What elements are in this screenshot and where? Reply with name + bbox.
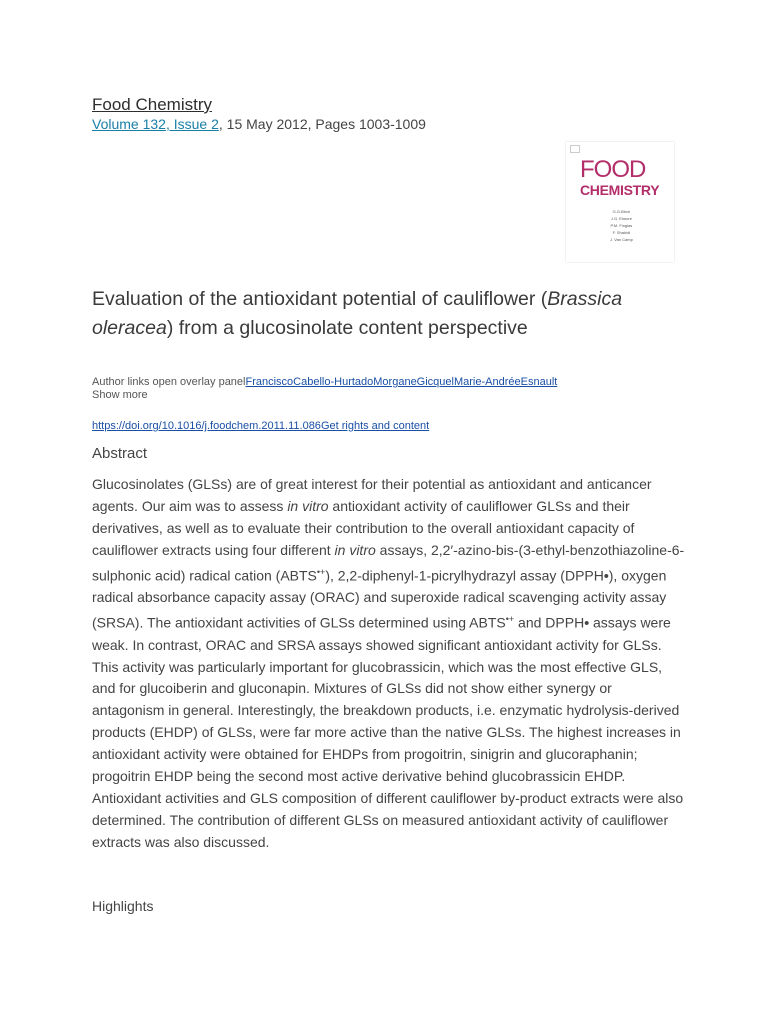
cover-editor: G.G.Birch [612,209,631,214]
author-list [92,376,557,388]
title-species: Brassica oleracea [92,288,623,339]
author-link[interactable]: MorganeGicquel [373,376,454,388]
abstract-text: Glucosinolates (GLSs) are of great interest for their potential as antioxidant and anticancer agents. Our aim was to assess in vitro antioxidant activity of cauliflower GLSs and their derivatives, as well as to evaluate their contribution to the overall antioxidant capacity of cauliflower extracts using four different in vitro assays, 2,2′-azino-bis-(3-ethyl-benzothiazoline-6-sulphonic acid) radical cation (ABTS•+), 2,2-diphenyl-1-picrylhydrazyl assay (DPPH•), oxygen radical absorbance capacity assay (ORAC) and superoxide radical scavenging activity assay (SRSA). The antioxidant activities of GLSs determined using ABTS•+ and DPPH• assays were weak. In contrast, ORAC and SRSA assays showed significant antioxidant activity for GLSs. This activity was particularly important for glucobrassicin, which was the most effective GLS, and for glucoiberin and gluconapin. Mixtures of GLSs did not show either synergy or antagonism in general. Interestingly, the breakdown products, i.e. enzymatic hydrolysis-derived products (EHDP) of GLSs, were far more active than the native GLSs. The highest increases in antioxidant activity were obtained for EHDPs from progoitrin, sinigrin and glucoraphanin; progoitrin EHDP being the second most active derivative behind glucobrassicin EHDP. Antioxidant activities and GLS composition of different cauliflower by-product extracts were also determined. The contribution of different GLSs on measured antioxidant activity of cauliflower extracts was also discussed. [92,476,685,850]
doi-line [92,420,429,432]
cover-editor: J.G. Elmore [610,216,632,221]
cover-title-chemistry: CHEMISTRY [580,182,660,198]
abstract-heading: Abstract [92,445,148,462]
issue-date-pages: , 15 May 2012, Pages 1003-1009 [218,116,426,132]
cover-editor: P.M. Finglas [610,223,633,228]
cover-editors [610,208,633,243]
doi-link[interactable]: https://doi.org/10.1016/j.foodchem.2011.11.086 [92,420,321,432]
author-link[interactable]: FranciscoCabello-Hurtado [245,376,374,388]
title-text: Evaluation of the antioxidant potential of cauliflower ( [92,288,548,310]
issue-info [92,116,426,132]
journal-cover-image[interactable] [566,142,674,262]
rights-link[interactable]: Get rights and content [320,420,430,432]
volume-issue-link[interactable]: Volume 132, Issue 2 [92,116,219,132]
cover-editor: J. Van Camp [610,237,633,242]
author-panel-label: Author links open overlay panel [92,376,246,388]
title-text-end: ) from a glucosinolate content perspective [166,317,528,339]
show-more-button[interactable]: Show more [92,389,148,401]
cover-editor: F. Shahidi [612,230,631,235]
cover-title-food: FOOD [580,156,646,183]
journal-title[interactable]: Food Chemistry [92,95,212,114]
highlights-heading: Highlights [92,898,154,914]
article-title [92,285,692,343]
elsevier-logo-icon [570,145,580,153]
author-link[interactable]: Marie-AndréeEsnault [453,376,558,388]
